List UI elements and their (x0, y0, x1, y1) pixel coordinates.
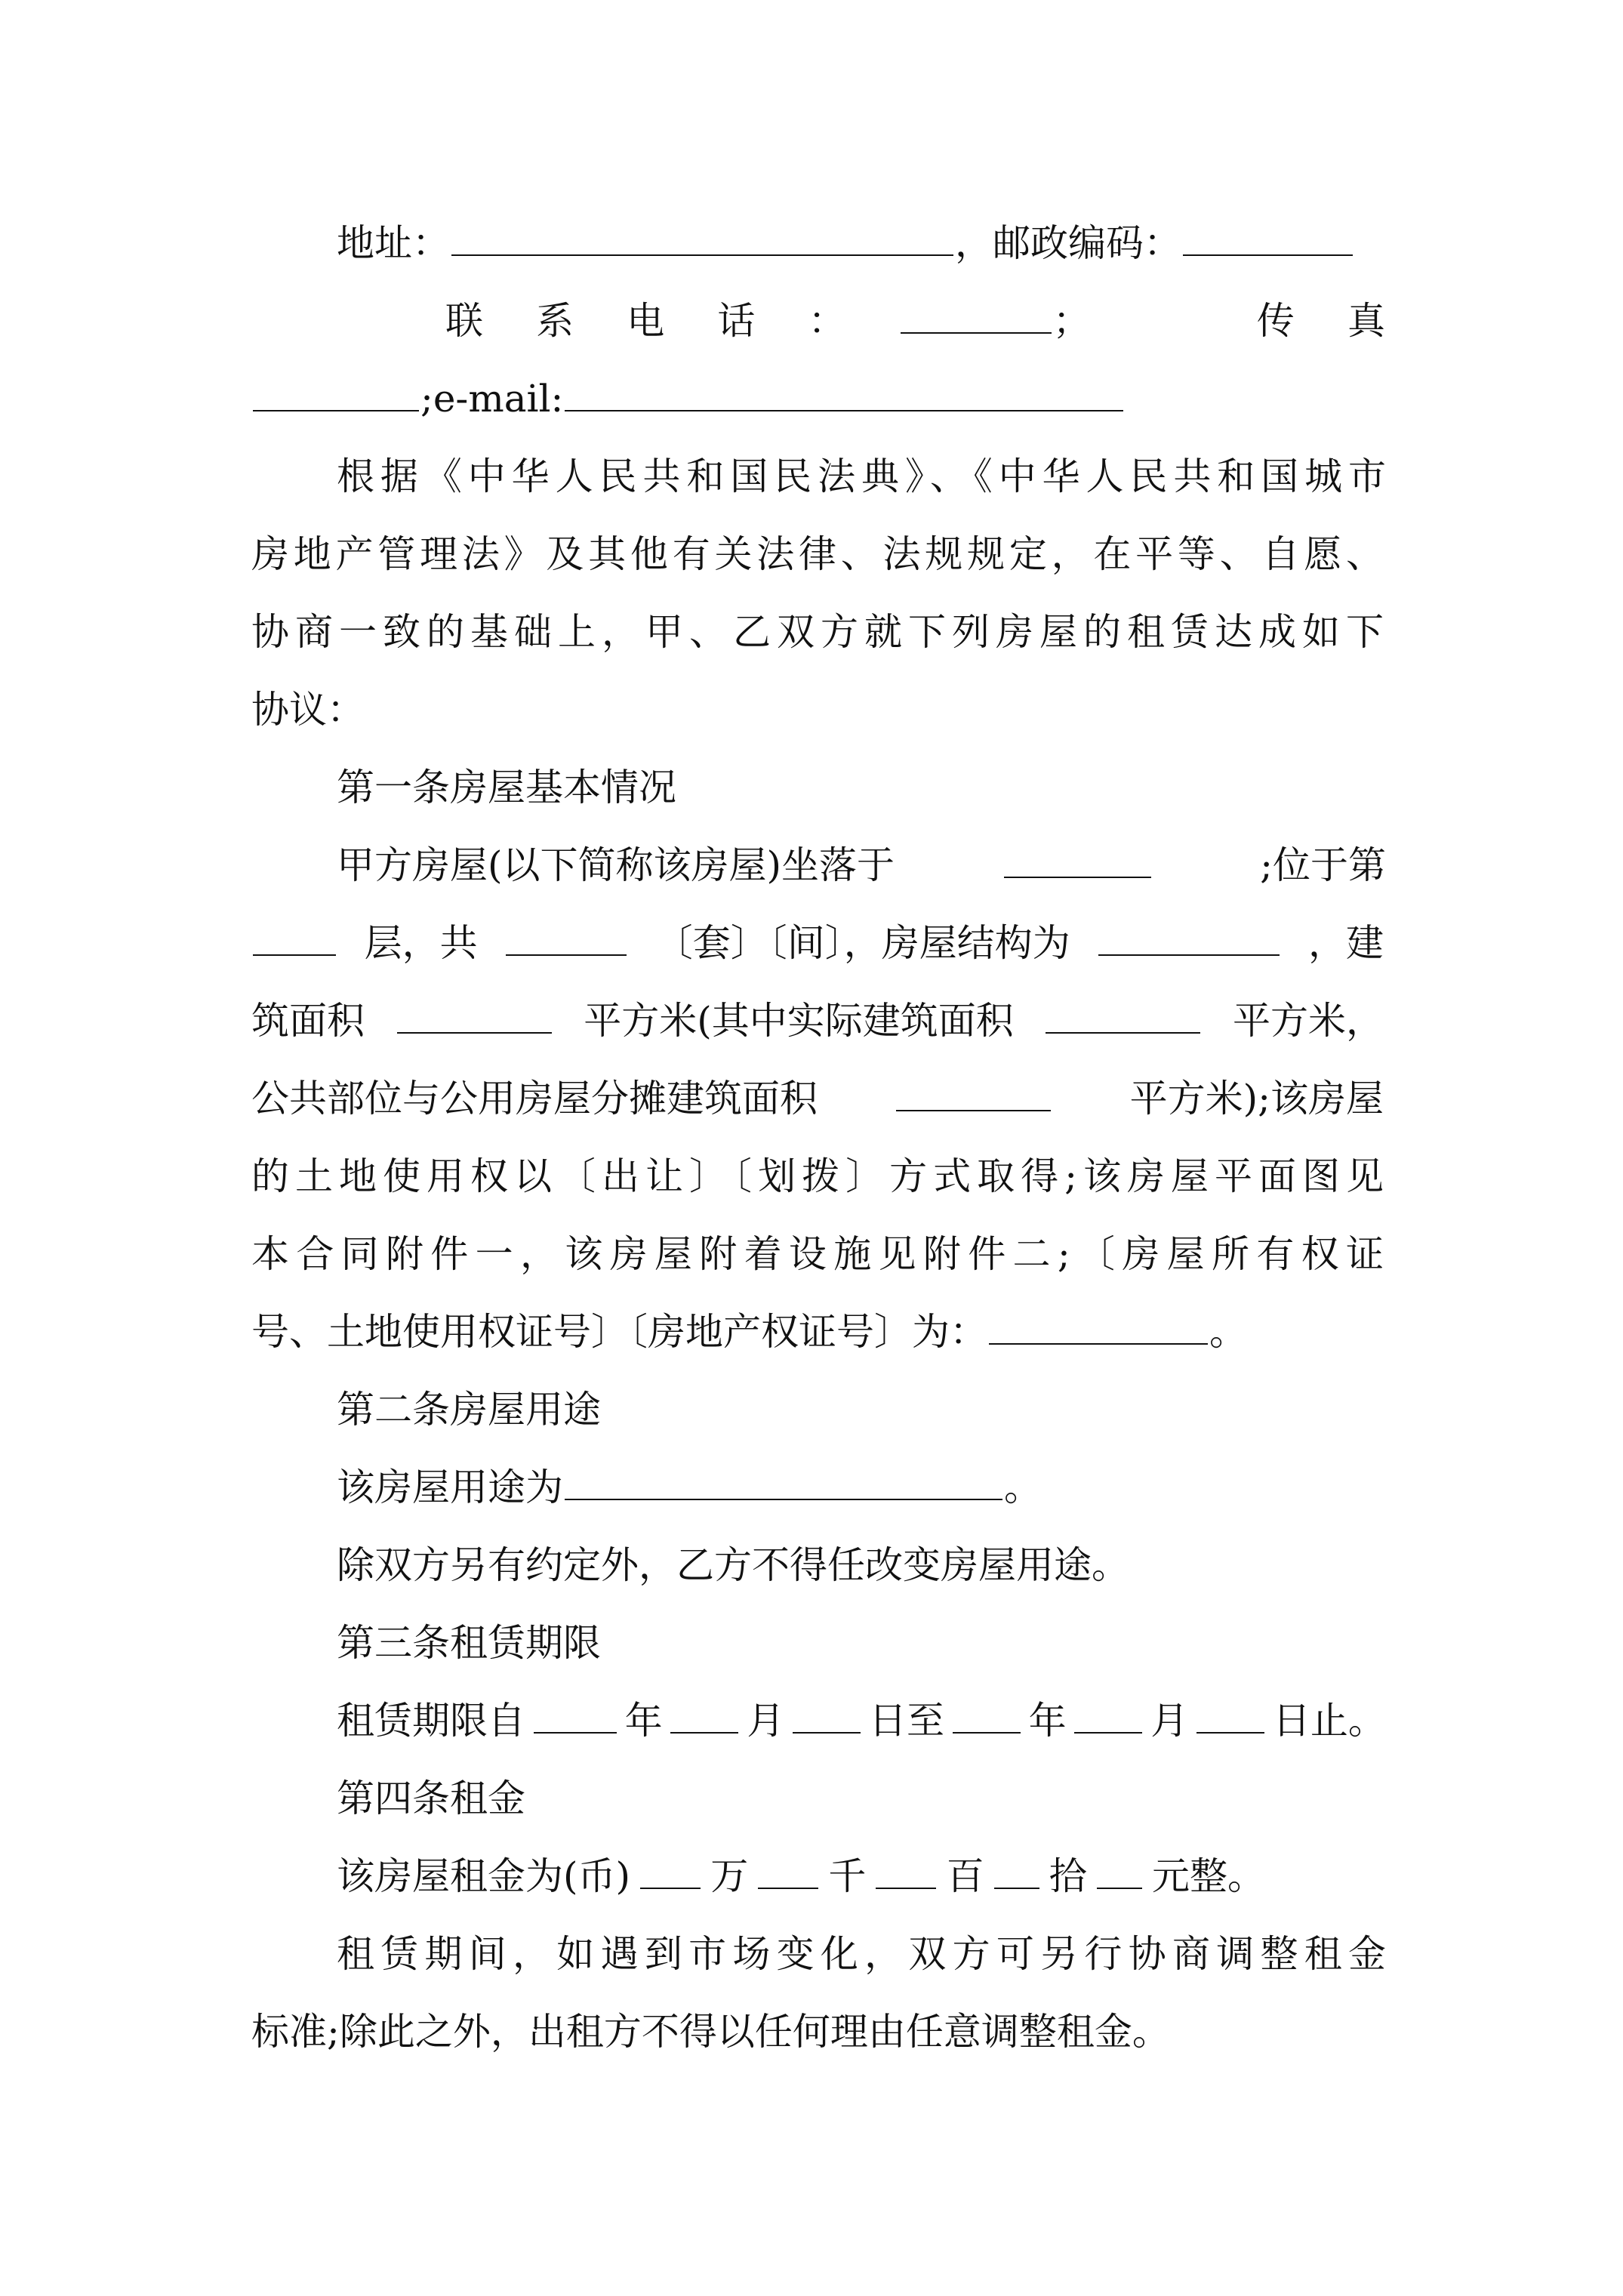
article1-l4-a: 公共部位与公用房屋分摊建筑面积 (251, 1077, 818, 1120)
fax-char-2: 真 (1347, 299, 1385, 343)
certificate-blank[interactable] (989, 1304, 1208, 1345)
rent-wan-blank[interactable] (640, 1848, 701, 1889)
postcode-blank[interactable] (1183, 215, 1353, 256)
term-month-1: 月 (747, 1699, 785, 1743)
phone-char-2: 系 (536, 299, 574, 343)
postcode-label: ，邮政编码： (955, 221, 1181, 265)
rent-bai-blank[interactable] (876, 1848, 936, 1889)
article2-note: 除双方另有约定外，乙方不得任改变房屋用途。 (337, 1543, 1129, 1587)
article1-l3-c: 平方米， (1232, 999, 1384, 1043)
article1-l3-a: 筑面积 (251, 999, 365, 1043)
article1-line-2 (251, 909, 1384, 977)
location-blank[interactable] (1004, 837, 1151, 878)
article4-title: 第四条租金 (337, 1777, 525, 1820)
term-day-2: 日止。 (1272, 1699, 1386, 1743)
structure-blank[interactable] (1098, 915, 1280, 956)
use-blank[interactable] (565, 1459, 1002, 1500)
fax-blank[interactable] (253, 371, 419, 411)
fax-email-line (251, 365, 1384, 433)
start-year-blank[interactable] (534, 1693, 617, 1734)
article1-line-5: 的土地使用权以〔出让〕〔划拨〕方式取得;该房屋平面图见 (251, 1154, 1384, 1198)
article4-adjust-line-2: 标准;除此之外，出租方不得以任何理由任意调整租金。 (251, 2010, 1170, 2054)
term-from-label: 租赁期限自 (337, 1699, 525, 1743)
article1-l2-a: 层，共 (364, 921, 478, 965)
article1-line-6: 本合同附件一，该房屋附着设施见附件二;〔房屋所有权证 (251, 1232, 1384, 1276)
term-month-2: 月 (1150, 1699, 1189, 1743)
start-month-blank[interactable] (670, 1693, 738, 1734)
term-day-1: 日至 (868, 1699, 944, 1743)
rent-bai: 百 (946, 1854, 984, 1898)
article1-l4-b: 平方米);该房屋 (1129, 1077, 1384, 1120)
article1-l2-c: ，建 (1307, 921, 1384, 965)
floor-blank[interactable] (253, 915, 336, 956)
start-day-blank[interactable] (793, 1693, 861, 1734)
article3-title: 第三条租赁期限 (337, 1621, 601, 1665)
article4-adjust-line-1: 租赁期间，如遇到市场变化，双方可另行协商调整租金 (337, 1932, 1386, 1976)
end-month-blank[interactable] (1074, 1693, 1142, 1734)
article1-l7-a: 号、土地使用权证号〕〔房地产权证号〕为： (251, 1310, 987, 1354)
article1-l1-end: ;位于第 (1260, 843, 1386, 887)
shared-area-blank[interactable] (896, 1071, 1051, 1111)
article2-use-end: 。 (1004, 1465, 1042, 1509)
actual-area-blank[interactable] (1046, 993, 1200, 1034)
phone-fax-line (445, 287, 1385, 355)
term-year-1: 年 (624, 1699, 663, 1743)
article1-line-4 (251, 1065, 1384, 1133)
end-year-blank[interactable] (953, 1693, 1021, 1734)
rent-qian-blank[interactable] (758, 1848, 818, 1889)
building-area-blank[interactable] (397, 993, 552, 1034)
intro-line-4: 协议： (251, 688, 365, 732)
intro-line-2: 房地产管理法》及其他有关法律、法规规定，在平等、自愿、 (251, 532, 1384, 576)
rent-wan: 万 (710, 1854, 749, 1898)
rent-label: 该房屋租金为(币) (337, 1854, 631, 1898)
article1-line-3 (251, 987, 1384, 1055)
rent-yuan-blank[interactable] (1097, 1848, 1142, 1889)
article1-l2-b: 〔套〕〔间〕，房屋结构为 (654, 921, 1070, 965)
article4-rent-line (337, 1842, 1265, 1910)
article2-title: 第二条房屋用途 (337, 1388, 601, 1432)
end-day-blank[interactable] (1196, 1693, 1264, 1734)
unit-count-blank[interactable] (506, 915, 627, 956)
rent-qian: 千 (828, 1854, 867, 1898)
email-label: ;e-mail: (420, 377, 564, 421)
phone-blank[interactable] (901, 293, 1052, 334)
article1-l1-text: 甲方房屋(以下简称该房屋)坐落于 (337, 843, 895, 887)
article1-l7-b: 。 (1209, 1310, 1247, 1354)
rent-shi: 拾 (1049, 1854, 1087, 1898)
article1-l3-b: 平方米(其中实际建筑面积 (584, 999, 1014, 1043)
phone-char-3: 电 (627, 299, 665, 343)
email-blank[interactable] (565, 371, 1123, 411)
article1-title: 第一条房屋基本情况 (337, 766, 676, 809)
rent-shi-blank[interactable] (994, 1848, 1039, 1889)
address-label: 地址： (337, 221, 450, 265)
article2-use-line (337, 1453, 1386, 1521)
phone-char-1: 联 (445, 299, 483, 343)
address-line (337, 209, 1386, 277)
fax-char-1: 传 (1256, 299, 1295, 343)
address-blank[interactable] (451, 215, 953, 256)
intro-line-3: 协商一致的基础上，甲、乙双方就下列房屋的租赁达成如下 (251, 610, 1384, 654)
term-year-2: 年 (1028, 1699, 1067, 1743)
article1-line-7 (251, 1298, 1384, 1366)
article2-use-label: 该房屋用途为 (337, 1465, 563, 1509)
intro-line-1: 根据《中华人民共和国民法典》、《中华人民共和国城市 (337, 455, 1386, 498)
article1-line-1 (337, 831, 1386, 899)
rent-yuan: 元整。 (1151, 1854, 1265, 1898)
phone-char-4: 话 (717, 299, 756, 343)
phone-char-5: ： (808, 299, 846, 343)
phone-separator: ； (1052, 299, 1091, 343)
article3-term-line (337, 1687, 1386, 1755)
